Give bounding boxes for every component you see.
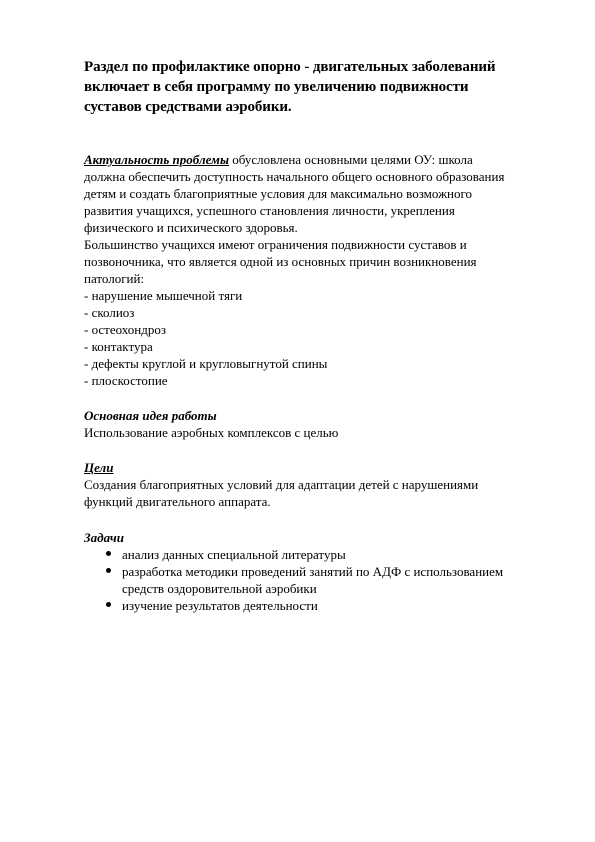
goals-line: функций двигательного аппарата. <box>84 494 271 509</box>
relevance-first-line <box>84 151 524 168</box>
relevance-line: позвоночника, что является одной из основных причин возникновения <box>84 254 477 269</box>
goals-heading: Цели <box>84 460 114 475</box>
relevance-line: должна обеспечить доступность начального общего основного образования <box>84 169 505 184</box>
task-line: анализ данных специальной литературы <box>122 547 346 562</box>
main-idea-heading: Основная идея работы <box>84 408 217 423</box>
relevance-intro: обусловлена основными целями ОУ: школа <box>229 152 473 167</box>
goals-line: Создания благоприятных условий для адаптации детей с нарушениями <box>84 477 479 492</box>
pathology-item: - нарушение мышечной тяги <box>84 288 243 303</box>
pathology-item: - сколиоз <box>84 305 135 320</box>
relevance-line: развития учащихся, успешного становления личности, укрепления <box>84 203 455 218</box>
task-line: изучение результатов деятельности <box>122 598 318 613</box>
relevance-line: детям и создать благоприятные условия для максимально возможного <box>84 186 473 201</box>
page-title <box>84 57 534 117</box>
task-item <box>84 563 524 597</box>
pathology-item: - контактура <box>84 339 153 354</box>
title-line: включает в себя программу по увеличению подвижности <box>84 79 469 95</box>
relevance-line: физического и психического здоровья. <box>84 220 298 235</box>
task-line: разработка методики проведений занятий по АДФ с использованием <box>122 564 504 579</box>
main-idea-section <box>84 407 524 441</box>
relevance-line: патологий: <box>84 271 145 286</box>
task-line: средств оздоровительной аэробики <box>122 581 317 596</box>
tasks-section <box>84 529 524 614</box>
pathology-item: - остеохондроз <box>84 322 167 337</box>
main-idea-text: Использование аэробных комплексов с целью <box>84 425 339 440</box>
tasks-heading: Задачи <box>84 530 124 545</box>
title-line: Раздел по профилактике опорно - двигательных заболеваний <box>84 59 496 75</box>
tasks-list <box>84 546 524 614</box>
title-line: суставов средствами аэробики. <box>84 99 292 115</box>
task-item <box>84 597 524 614</box>
relevance-line: Большинство учащихся имеют ограничения подвижности суставов и <box>84 237 467 252</box>
relevance-heading: Актуальность проблемы <box>84 152 229 167</box>
pathology-item: - дефекты круглой и кругловыгнутой спины <box>84 356 328 371</box>
goals-section <box>84 459 524 510</box>
relevance-section <box>84 151 524 389</box>
task-item <box>84 546 524 563</box>
pathology-item: - плоскостопие <box>84 373 168 388</box>
